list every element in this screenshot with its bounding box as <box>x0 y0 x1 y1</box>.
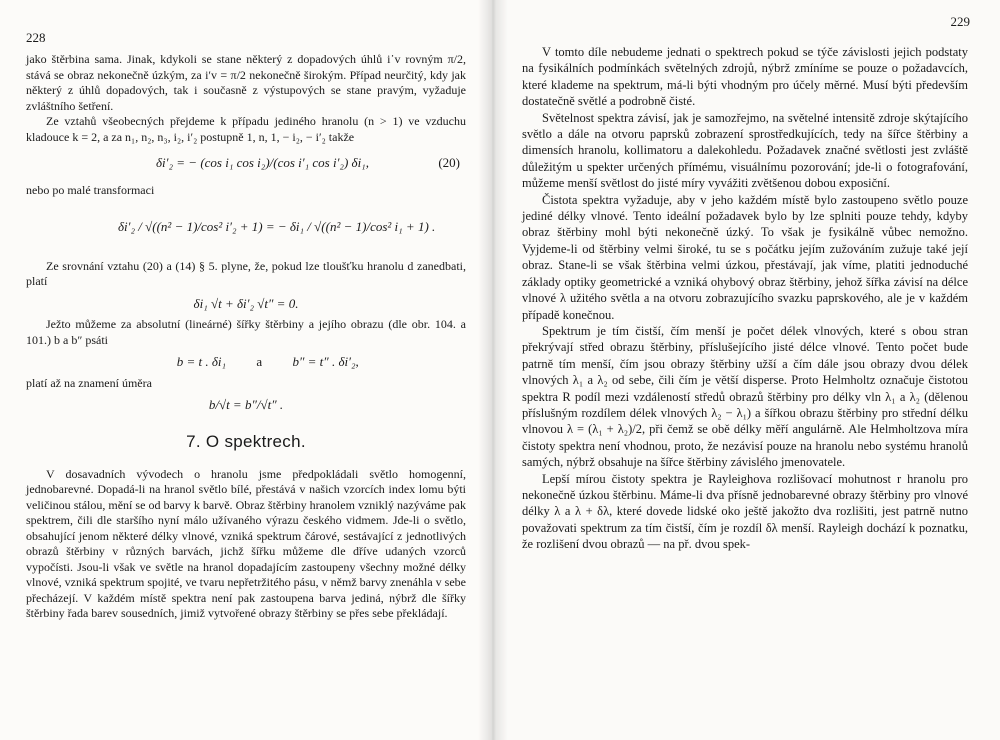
right-page-body <box>522 44 968 553</box>
equation-b-left: b = t . δi₁ <box>176 354 226 369</box>
left-page <box>0 0 488 740</box>
equation-plati: δi₁ √t + δi′₂ √t″ = 0. <box>193 295 299 311</box>
left-page-body <box>26 52 466 622</box>
paragraph: jako štěrbina sama. Jinak, kdykoli se stane některý z dopadových úhlů i᾽v rovným π/2, stává se obraz nekonečně úzkým, za i′v = π/2 nekonečně širokým. Případ neurčitý, kdy jak některý z úhlů dopadových, tak i současně z výstupových se stane pravým, vyžaduje zvláštního šetření. <box>26 52 466 113</box>
equation-b-right: b″ = t″ . δi′₂, <box>292 354 359 369</box>
paragraph: Lepší mírou čistoty spektra je Rayleighova rozlišovací mohutnost r hranolu pro nekonečně úzkou štěrbinu. Máme-li dva přísně jednobarevné obrazy štěrbiny pro vlnové délky λ a λ + δλ, které dovede lidské oko ještě jakožto dva rozlišiti, jest patrně nutno považovati spektrum za tím čistší, čím je rozdíl δλ menší. Rayleigh dochází k poznatku, že rozlišení dvou obrazů — na př. dvou spek- <box>522 471 968 552</box>
paragraph: V tomto díle nebudeme jednati o spektrech pokud se týče závislosti jejich podstaty na fysikálních podmínkách světelných zdrojů, nýbrž zmíníme se pouze o požadavcích, které klademe na spektrum, má-li býti vhodným pro účely měrné. Musí býti především dostatečně světlé a podrobně čisté. <box>522 45 968 109</box>
book-gutter <box>478 0 508 740</box>
paragraph: Světelnost spektra závisí, jak je samozřejmo, na světelné intensitě zdroje skýtajícího světlo a dále na otvoru paprsků zobrazení sprostředkujících, tedy na šířce štěrbiny a dimensích hranolu, kollimatoru a dalekohledu. Požadavek značné světlosti jest zvláště důležitým u spekter určených přímému, visuálnímu pozorování; jde-li o fotografování, můžeme menší světlost do jisté míry vyvážiti zvětšenou dobou exposiční. <box>522 110 968 191</box>
equation-20-expression: δi′₂ = − (cos i₁ cos i₂)/(cos i′₁ cos i′₂) δi₁, <box>156 155 369 170</box>
equation-b-conjunction: a <box>256 354 263 369</box>
paragraph: Ze vztahů všeobecných přejdeme k případu jediného hranolu (n > 1) ve vzduchu kladouce k = 2, a za n₁, n₂, n₃, i₂, i′₂ postupně 1, n, 1, − i₂, − i′₂ takže <box>26 114 466 144</box>
equation-transform-expression: δi′₂ / √((n² − 1)/cos² i′₂ + 1) = − δi₁ / √((n² − 1)/cos² i₁ + 1) . <box>118 218 436 234</box>
section-heading: 7. O spektrech. <box>186 431 306 451</box>
page-number-left: 228 <box>26 30 46 45</box>
paragraph: nebo po malé transformaci <box>26 183 155 197</box>
paragraph: V dosavadních vývodech o hranolu jsme předpokládali světlo homogenní, jednobarevné. Dopadá-li na hranol světlo bílé, přestává v našich vzorcích index lomu býti veličinou stálou, mění se od barvy k barvě. Obraz štěrbiny hranolem vzniklý nazýváme pak spektrem, čili dle staršího nyní málo užívaného výrazu českého vidmem. Jde-li o světlo, obsahující jenom některé délky vlnové, vzniká spektrum čárové, sestávající z jednotlivých obrazů štěrbiny v různých barvách, jichž šířku můžeme dle dříve udaných vzorců vypočísti. Jsou-li však ve světle na hranol dopadajícím zastoupeny všechny možné délky vlnové, vzniká spektrum spojité, ve tvaru nepřetržitého pásu, v němž barvy znenáhla v sebe přecházejí. V každém místě spektra není pak zastoupena barva jediná, nýbrž dle šířky štěrbiny řada barev sousedních, jimiž vytvořené obrazy štěrbiny se přes sebe překládají. <box>26 466 466 620</box>
equation-20 <box>26 151 466 177</box>
paragraph: Ze srovnání vztahu (20) a (14) § 5. plyne, že, pokud lze tloušťku hranolu d zanedbati, platí <box>26 258 466 288</box>
paragraph: Čistota spektra vyžaduje, aby v jeho každém místě bylo zastoupeno světlo pouze jediné délky vlnové. Tento ideální požadavek bylo by lze splniti pouze tehdy, kdyby obraz štěrbiny mohl býti nekonečně úzký. To však je fysikálně vůbec nemožno. Vyjdeme-li od štěrbiny velmi široké, tu se s počátku jejím zužováním zužuje také její obraz. Stane-li se však štěrbina velmi úzkou, přestávají, jak víme, platiti jednoduché základy optiky geometrické a vzniká ohybový obraz štěrbiny, jehož šířka závisí na délce vlnové λ užitého světla a na otvoru zobrazujícího svazku paprskového, ale je v každém případě konečnou. <box>522 192 968 322</box>
paragraph: Ježto můžeme za absolutní (lineárné) šířky štěrbiny a jejího obrazu (dle obr. 104. a 101.) b a b″ psáti <box>26 317 466 347</box>
paragraph: platí až na znamení úměra <box>26 375 152 390</box>
equation-ratio: b/√t = b″/√t″ . <box>208 397 284 412</box>
right-page <box>488 0 1000 740</box>
equation-b <box>26 354 466 370</box>
page-number-right: 229 <box>950 14 970 29</box>
equation-number: (20) <box>438 155 460 170</box>
paragraph: Spektrum je tím čistší, čím menší je počet délek vlnových, které s obou stran překrývají střed obrazu štěrbiny, příslušejícího jisté délce vlnové. Tento počet bude patrně tím menší, čím jsou obrazy štěrbiny užší a čím dále jsou obrazy dvou délek vlnových λ₁ a λ₂ od sebe, čili čím je větší disperse. Proto Helmholtz označuje čistotou spektra R podíl mezi vzdáleností středů obrazů štěrbiny pro délky vln λ₁ a λ₂ (dělenou příslušným rozdílem délek vlnových λ₂ − λ₁) a šířkou obrazu štěrbiny pro střední délku vlnovou λ = (λ₁ + λ₂)/2, při čemž se obě délky měří angulárně. Ale Helmholtzova míra čistoty spektra není vhodnou, proto, že nezávisí pouze na hranolu nebo systému hranolů samých, nýbrž obsahuje na šířce štěrbiny závislého jmenovatele. <box>522 323 968 470</box>
equation-transform <box>26 205 466 253</box>
